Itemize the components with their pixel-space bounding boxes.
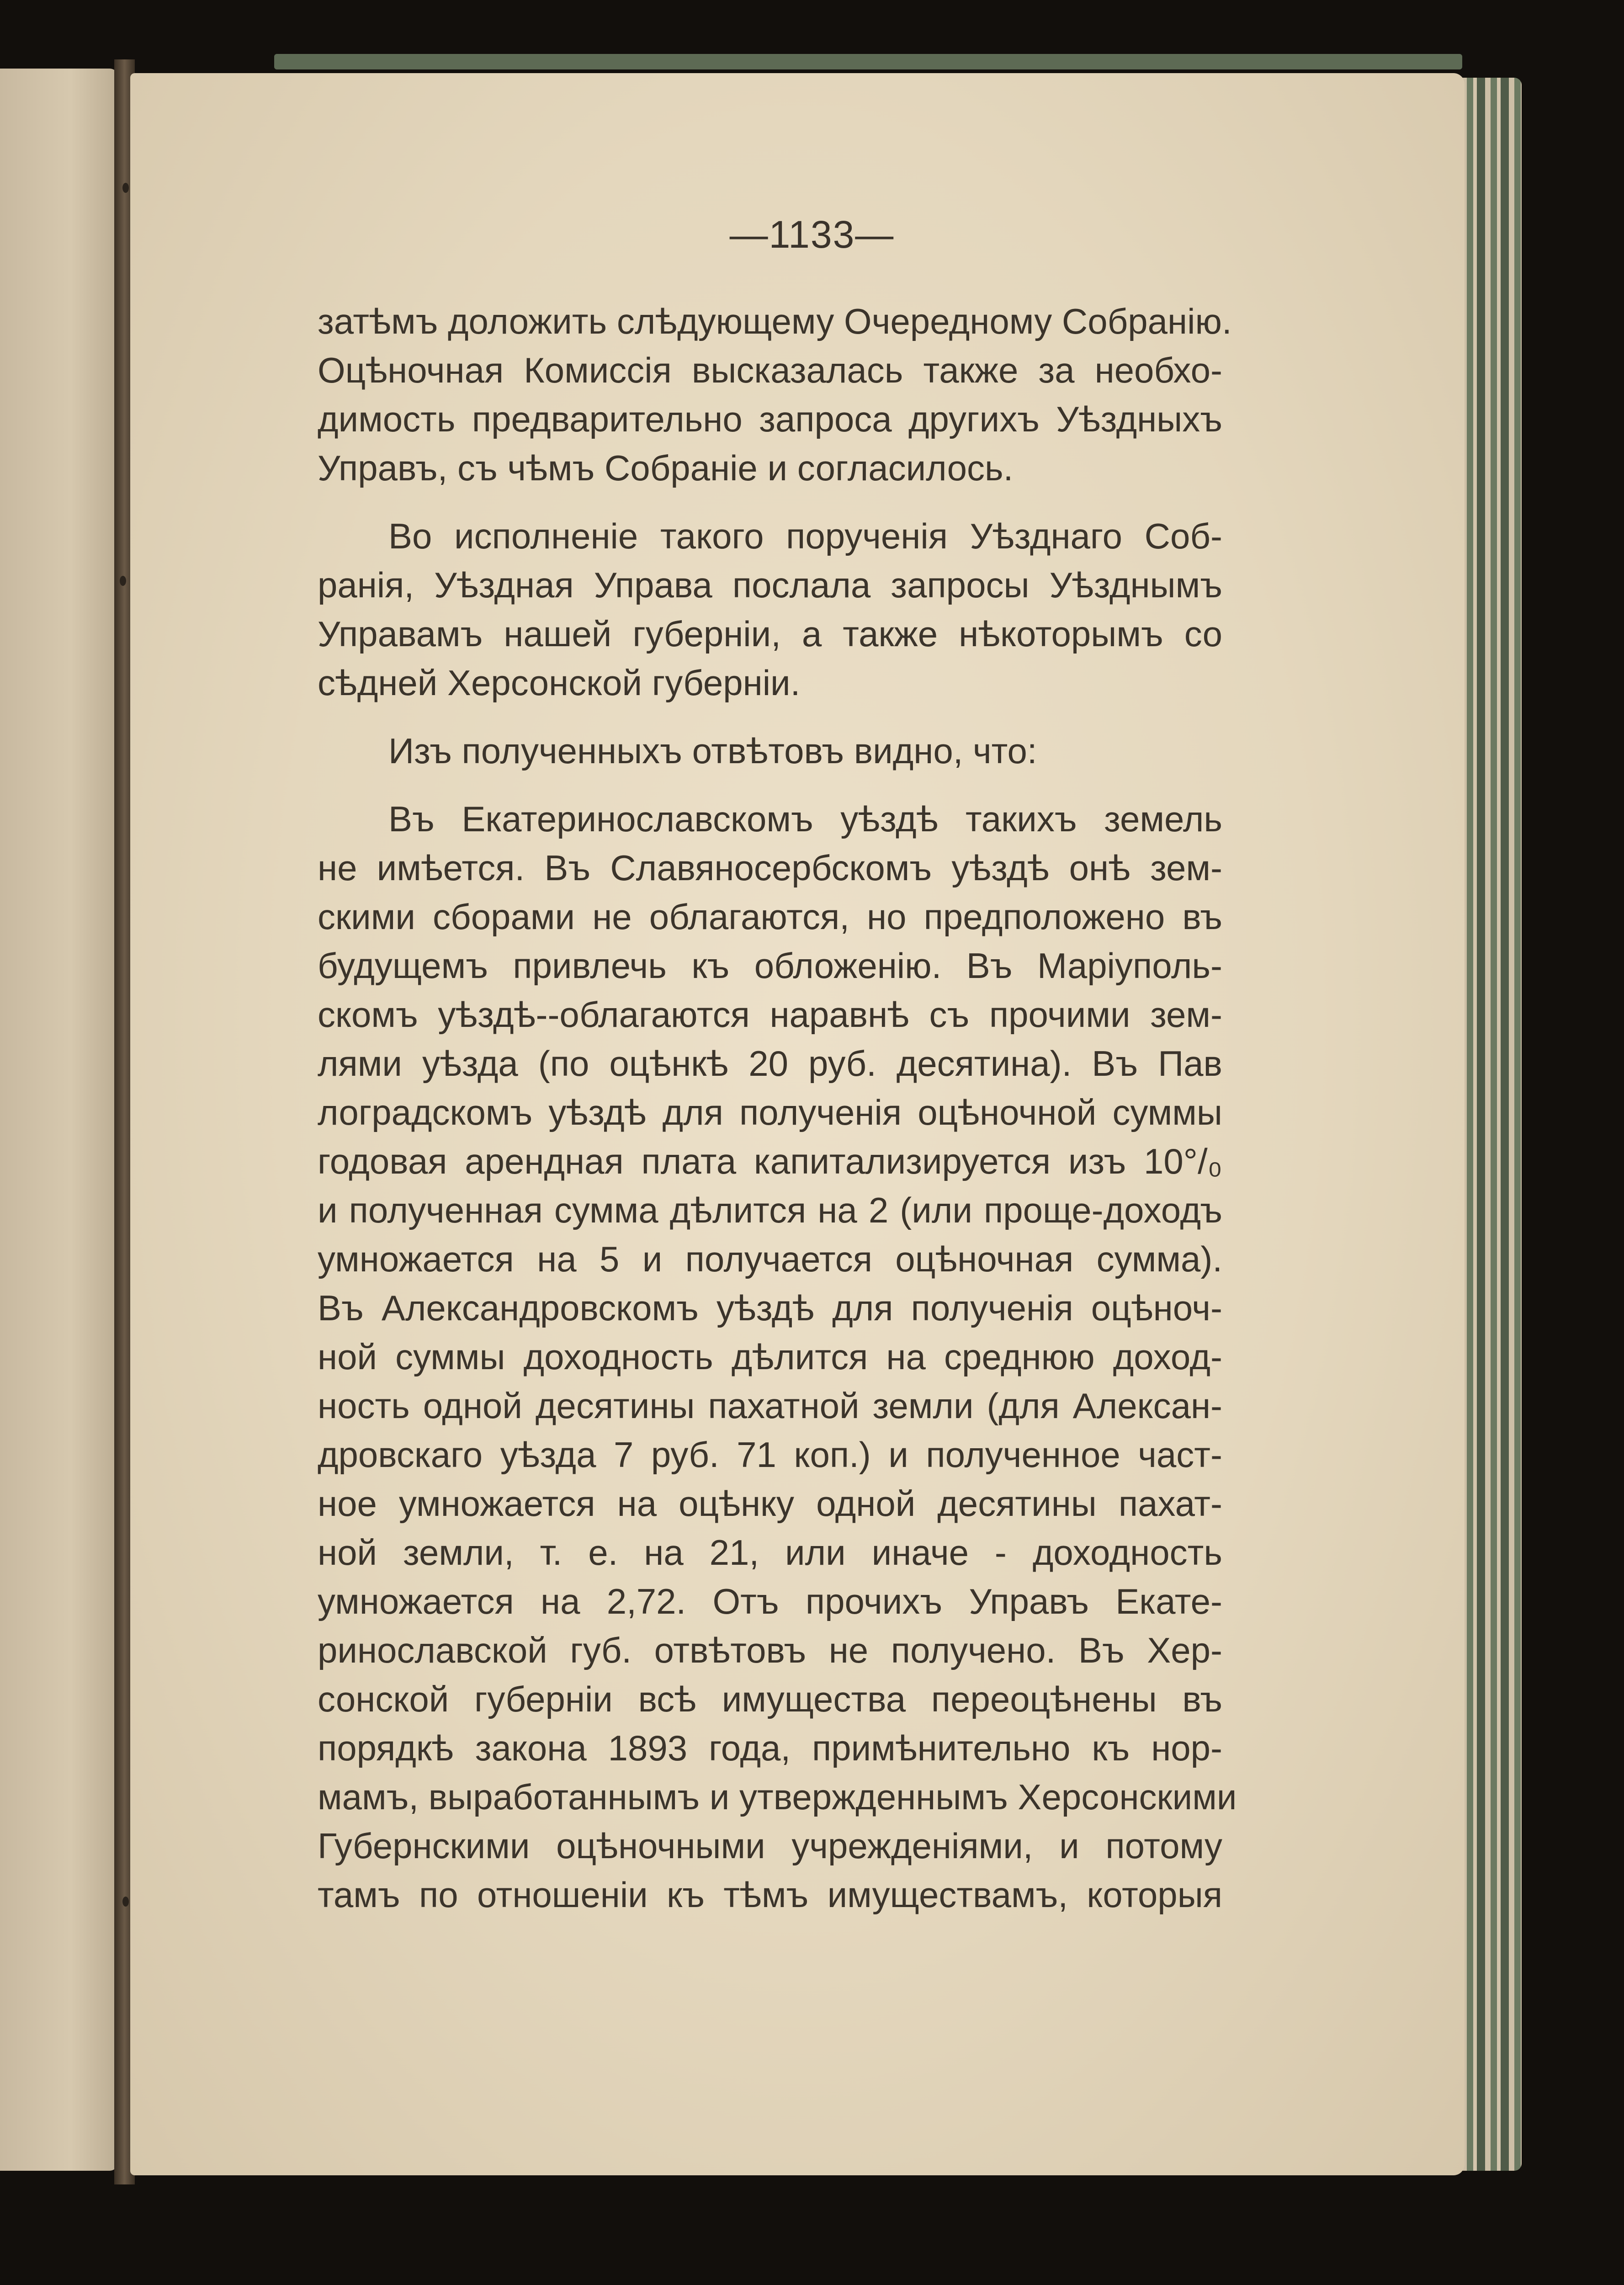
text-line: мамъ, выработаннымъ и утвержденнымъ Херсонскими (318, 1777, 1237, 1817)
text-line: скомъ уѣздѣ--облагаются наравнѣ съ прочими зем- (318, 994, 1222, 1035)
text-line: умножается на 5 и получается оцѣночная сумма). (318, 1239, 1222, 1279)
text-line: Въ Екатеринославскомъ уѣздѣ такихъ земель (388, 799, 1222, 839)
text-line: ное умножается на оцѣнку одной десятины пахат- (318, 1483, 1222, 1524)
text-line: не имѣется. Въ Славяносербскомъ уѣздѣ онѣ зем- (318, 848, 1222, 888)
paragraph (318, 297, 1232, 493)
binding-hole-mark (122, 1897, 129, 1907)
text-line: Управамъ нашей губерніи, а также нѣкоторымъ со (318, 614, 1222, 654)
text-line: и полученная сумма дѣлится на 2 (или проще-доходъ (318, 1190, 1222, 1230)
text-line: ринославской губ. отвѣтовъ не получено. Въ Хер- (318, 1630, 1222, 1670)
binding-hole-mark (122, 183, 129, 193)
binding-hole-mark (120, 576, 126, 586)
paragraph (318, 512, 1222, 707)
text-line: ной земли, т. е. на 21, или иначе - доходность (318, 1532, 1222, 1573)
text-line: ность одной десятины пахатной земли (для Алексан- (318, 1386, 1222, 1426)
text-line: Во исполненіе такого порученія Уѣзднаго Соб- (388, 516, 1222, 556)
text-line: скими сборами не облагаются, но предположено въ (318, 897, 1222, 937)
text-line: ранія, Уѣздная Управа послала запросы Уѣзднымъ (318, 565, 1222, 605)
text-line: Управъ, съ чѣмъ Собраніе и согласилось. (318, 448, 1014, 488)
body-text (318, 297, 1237, 1939)
text-line: димость предварительно запроса другихъ Уѣздныхъ (318, 399, 1222, 439)
text-line: будущемъ привлечь къ обложенію. Въ Маріуполь- (318, 946, 1222, 986)
text-line: годовая арендная плата капитализируется изъ 10°/₀ (318, 1141, 1222, 1181)
text-line: лоградскомъ уѣздѣ для полученія оцѣночной суммы (318, 1092, 1222, 1132)
text-line: умножается на 2,72. Отъ прочихъ Управъ Екате- (318, 1581, 1222, 1621)
text-line: Изъ полученныхъ отвѣтовъ видно, что: (388, 731, 1037, 771)
paragraph (318, 727, 1222, 776)
left-page-edge (0, 69, 118, 2171)
text-line: Въ Александровскомъ уѣздѣ для полученія оцѣноч- (318, 1288, 1222, 1328)
binding-band (274, 54, 1462, 69)
text-line: дровскаго уѣзда 7 руб. 71 коп.) и полученное част- (318, 1435, 1222, 1475)
text-line: затѣмъ доложить слѣдующему Очередному Собранію. (318, 301, 1232, 341)
text-line: сѣдней Херсонской губерніи. (318, 663, 801, 703)
text-line: Оцѣночная Комиссія высказалась также за необхо- (318, 350, 1222, 390)
text-line: сонской губерніи всѣ имущества переоцѣнены въ (318, 1679, 1222, 1719)
page-number: —1133— (729, 213, 895, 256)
text-line: тамъ по отношеніи къ тѣмъ имуществамъ, которыя (318, 1875, 1222, 1915)
paragraph (318, 795, 1237, 1919)
text-line: Губернскими оцѣночными учрежденіями, и потому (318, 1826, 1222, 1866)
text-line: порядкѣ закона 1893 года, примѣнительно къ нор- (318, 1728, 1222, 1768)
text-line: ной суммы доходность дѣлится на среднюю доход- (318, 1337, 1222, 1377)
text-line: лями уѣзда (по оцѣнкѣ 20 руб. десятина). Въ Пав (318, 1043, 1222, 1084)
